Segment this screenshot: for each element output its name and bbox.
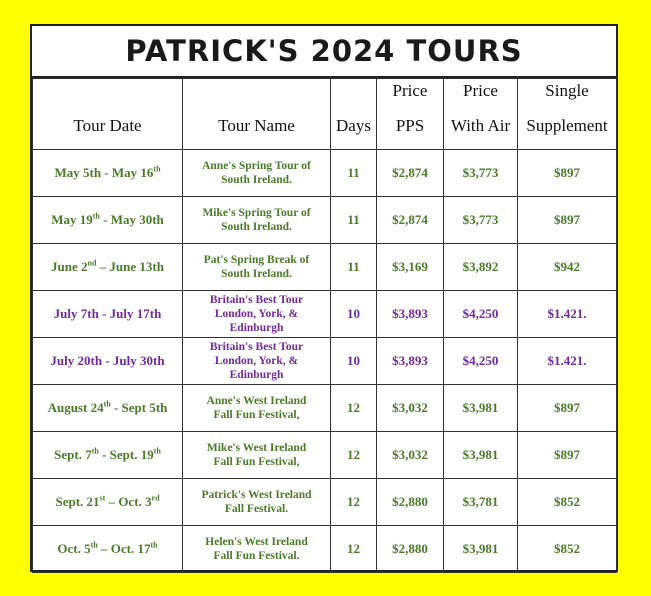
tour-name-line: Britain's Best Tour bbox=[209, 341, 304, 353]
tour-name-line: Fall Fun Festival, bbox=[213, 456, 300, 468]
table-row bbox=[33, 338, 617, 385]
tour-name-line: Anne's Spring Tour of bbox=[202, 160, 311, 172]
tour-name-cell bbox=[183, 338, 331, 385]
table-row bbox=[33, 526, 617, 573]
table-row bbox=[33, 197, 617, 244]
header-with-air: With Air bbox=[444, 103, 518, 150]
single-supplement-cell: $852 bbox=[518, 479, 617, 526]
tour-name-line: South Ireland. bbox=[221, 174, 292, 186]
tour-name-line: Edinburgh bbox=[229, 369, 284, 381]
date-text: May 5th - May 16 bbox=[54, 165, 154, 180]
price-pps-cell: $3,169 bbox=[377, 244, 444, 291]
tour-name-line: Edinburgh bbox=[229, 322, 284, 334]
days-cell: 11 bbox=[331, 150, 377, 197]
price-pps-cell: $2,880 bbox=[377, 526, 444, 573]
table-row bbox=[33, 432, 617, 479]
tour-date-cell bbox=[33, 385, 183, 432]
date-suffix: rd bbox=[151, 493, 160, 503]
date-text: – Oct. 3 bbox=[105, 494, 152, 509]
header-supplement: Supplement bbox=[518, 103, 617, 150]
table-row bbox=[33, 244, 617, 291]
date-suffix: th bbox=[91, 446, 99, 456]
single-supplement-cell: $897 bbox=[518, 197, 617, 244]
tour-date-cell bbox=[33, 244, 183, 291]
tour-name-cell bbox=[183, 291, 331, 338]
price-with-air-cell: $3,981 bbox=[444, 432, 518, 479]
single-supplement-cell: $897 bbox=[518, 150, 617, 197]
tour-name-line: Patrick's West Ireland bbox=[201, 489, 312, 501]
days-cell: 12 bbox=[331, 526, 377, 573]
single-supplement-cell: $897 bbox=[518, 432, 617, 479]
date-text: May 19 bbox=[51, 212, 93, 227]
date-text: June 2 bbox=[51, 259, 88, 274]
days-cell: 11 bbox=[331, 197, 377, 244]
header-tour-date: Tour Date bbox=[33, 79, 183, 150]
price-with-air-cell: $3,773 bbox=[444, 150, 518, 197]
single-supplement-cell: $1.421. bbox=[518, 291, 617, 338]
tour-name-cell bbox=[183, 244, 331, 291]
tour-date-cell bbox=[33, 150, 183, 197]
tour-date-cell bbox=[33, 479, 183, 526]
date-suffix: th bbox=[92, 211, 100, 221]
tour-name-line: Fall Fun Festival. bbox=[213, 550, 300, 562]
table-row bbox=[33, 385, 617, 432]
tour-name-cell bbox=[183, 385, 331, 432]
table-row bbox=[33, 291, 617, 338]
date-text: - Sept 5th bbox=[110, 400, 168, 415]
date-suffix: st bbox=[99, 493, 106, 503]
tour-name-cell bbox=[183, 526, 331, 573]
price-with-air-cell: $4,250 bbox=[444, 338, 518, 385]
days-cell: 10 bbox=[331, 338, 377, 385]
single-supplement-cell: $942 bbox=[518, 244, 617, 291]
tour-name-line: Helen's West Ireland bbox=[205, 536, 308, 548]
date-suffix: th bbox=[103, 399, 111, 409]
date-text: July 7th - July 17th bbox=[53, 306, 162, 321]
tour-name-line: Mike's Spring Tour of bbox=[202, 207, 311, 219]
days-cell: 10 bbox=[331, 291, 377, 338]
tour-name-line: South Ireland. bbox=[221, 268, 292, 280]
tour-name-line: Mike's West Ireland bbox=[206, 442, 307, 454]
date-text: Sept. 7 bbox=[54, 447, 92, 462]
tour-rows bbox=[33, 150, 617, 573]
table-row bbox=[33, 150, 617, 197]
single-supplement-cell: $897 bbox=[518, 385, 617, 432]
date-text: August 24 bbox=[47, 400, 104, 415]
tour-name-line: London, York, & bbox=[214, 308, 299, 320]
tour-name-cell bbox=[183, 432, 331, 479]
tour-name-line: South Ireland. bbox=[221, 221, 292, 233]
tour-name-cell bbox=[183, 197, 331, 244]
header-price-top: Price bbox=[377, 79, 444, 103]
price-with-air-cell: $3,981 bbox=[444, 385, 518, 432]
date-suffix: th bbox=[150, 540, 158, 550]
price-pps-cell: $2,880 bbox=[377, 479, 444, 526]
tour-name-line: London, York, & bbox=[214, 355, 299, 367]
days-cell: 11 bbox=[331, 244, 377, 291]
price-with-air-cell: $3,781 bbox=[444, 479, 518, 526]
header-tour-name: Tour Name bbox=[183, 79, 331, 150]
single-supplement-cell: $852 bbox=[518, 526, 617, 573]
single-supplement-cell: $1.421. bbox=[518, 338, 617, 385]
tours-table bbox=[32, 78, 617, 573]
tour-date-cell bbox=[33, 291, 183, 338]
price-with-air-cell: $3,773 bbox=[444, 197, 518, 244]
price-with-air-cell: $3,892 bbox=[444, 244, 518, 291]
header-single-top: Single bbox=[518, 79, 617, 103]
days-cell: 12 bbox=[331, 385, 377, 432]
tour-name-cell bbox=[183, 150, 331, 197]
days-cell: 12 bbox=[331, 432, 377, 479]
tour-date-cell bbox=[33, 526, 183, 573]
header-row-top bbox=[33, 79, 617, 103]
table-row bbox=[33, 479, 617, 526]
date-text: – June 13th bbox=[96, 259, 164, 274]
days-cell: 12 bbox=[331, 479, 377, 526]
tour-date-cell bbox=[33, 338, 183, 385]
page-title: PATRICK'S 2024 TOURS bbox=[32, 26, 616, 78]
tour-date-cell bbox=[33, 432, 183, 479]
price-pps-cell: $3,893 bbox=[377, 338, 444, 385]
price-pps-cell: $3,032 bbox=[377, 385, 444, 432]
price-with-air-cell: $3,981 bbox=[444, 526, 518, 573]
tour-name-line: Fall Festival. bbox=[224, 503, 289, 515]
date-text: July 20th - July 30th bbox=[50, 353, 165, 368]
tours-document bbox=[30, 24, 618, 572]
tour-name-line: Anne's West Ireland bbox=[206, 395, 307, 407]
date-text: - May 30th bbox=[99, 212, 164, 227]
tour-name-line: Fall Fun Festival, bbox=[213, 409, 300, 421]
price-pps-cell: $3,032 bbox=[377, 432, 444, 479]
price-pps-cell: $2,874 bbox=[377, 197, 444, 244]
header-days: Days bbox=[331, 79, 377, 150]
header-pps: PPS bbox=[377, 103, 444, 150]
date-suffix: th bbox=[153, 446, 161, 456]
date-text: - Sept. 19 bbox=[98, 447, 154, 462]
tour-name-cell bbox=[183, 479, 331, 526]
tour-date-cell bbox=[33, 197, 183, 244]
price-pps-cell: $3,893 bbox=[377, 291, 444, 338]
price-with-air-cell: $4,250 bbox=[444, 291, 518, 338]
date-suffix: th bbox=[90, 540, 98, 550]
date-text: Sept. 21 bbox=[55, 494, 100, 509]
tour-name-line: Britain's Best Tour bbox=[209, 294, 304, 306]
date-suffix: th bbox=[153, 164, 161, 174]
tour-name-line: Pat's Spring Break of bbox=[203, 254, 310, 266]
price-pps-cell: $2,874 bbox=[377, 150, 444, 197]
date-text: Oct. 5 bbox=[57, 541, 91, 556]
header-price-air-top: Price bbox=[444, 79, 518, 103]
date-text: – Oct. 17 bbox=[97, 541, 151, 556]
date-suffix: nd bbox=[87, 258, 97, 268]
